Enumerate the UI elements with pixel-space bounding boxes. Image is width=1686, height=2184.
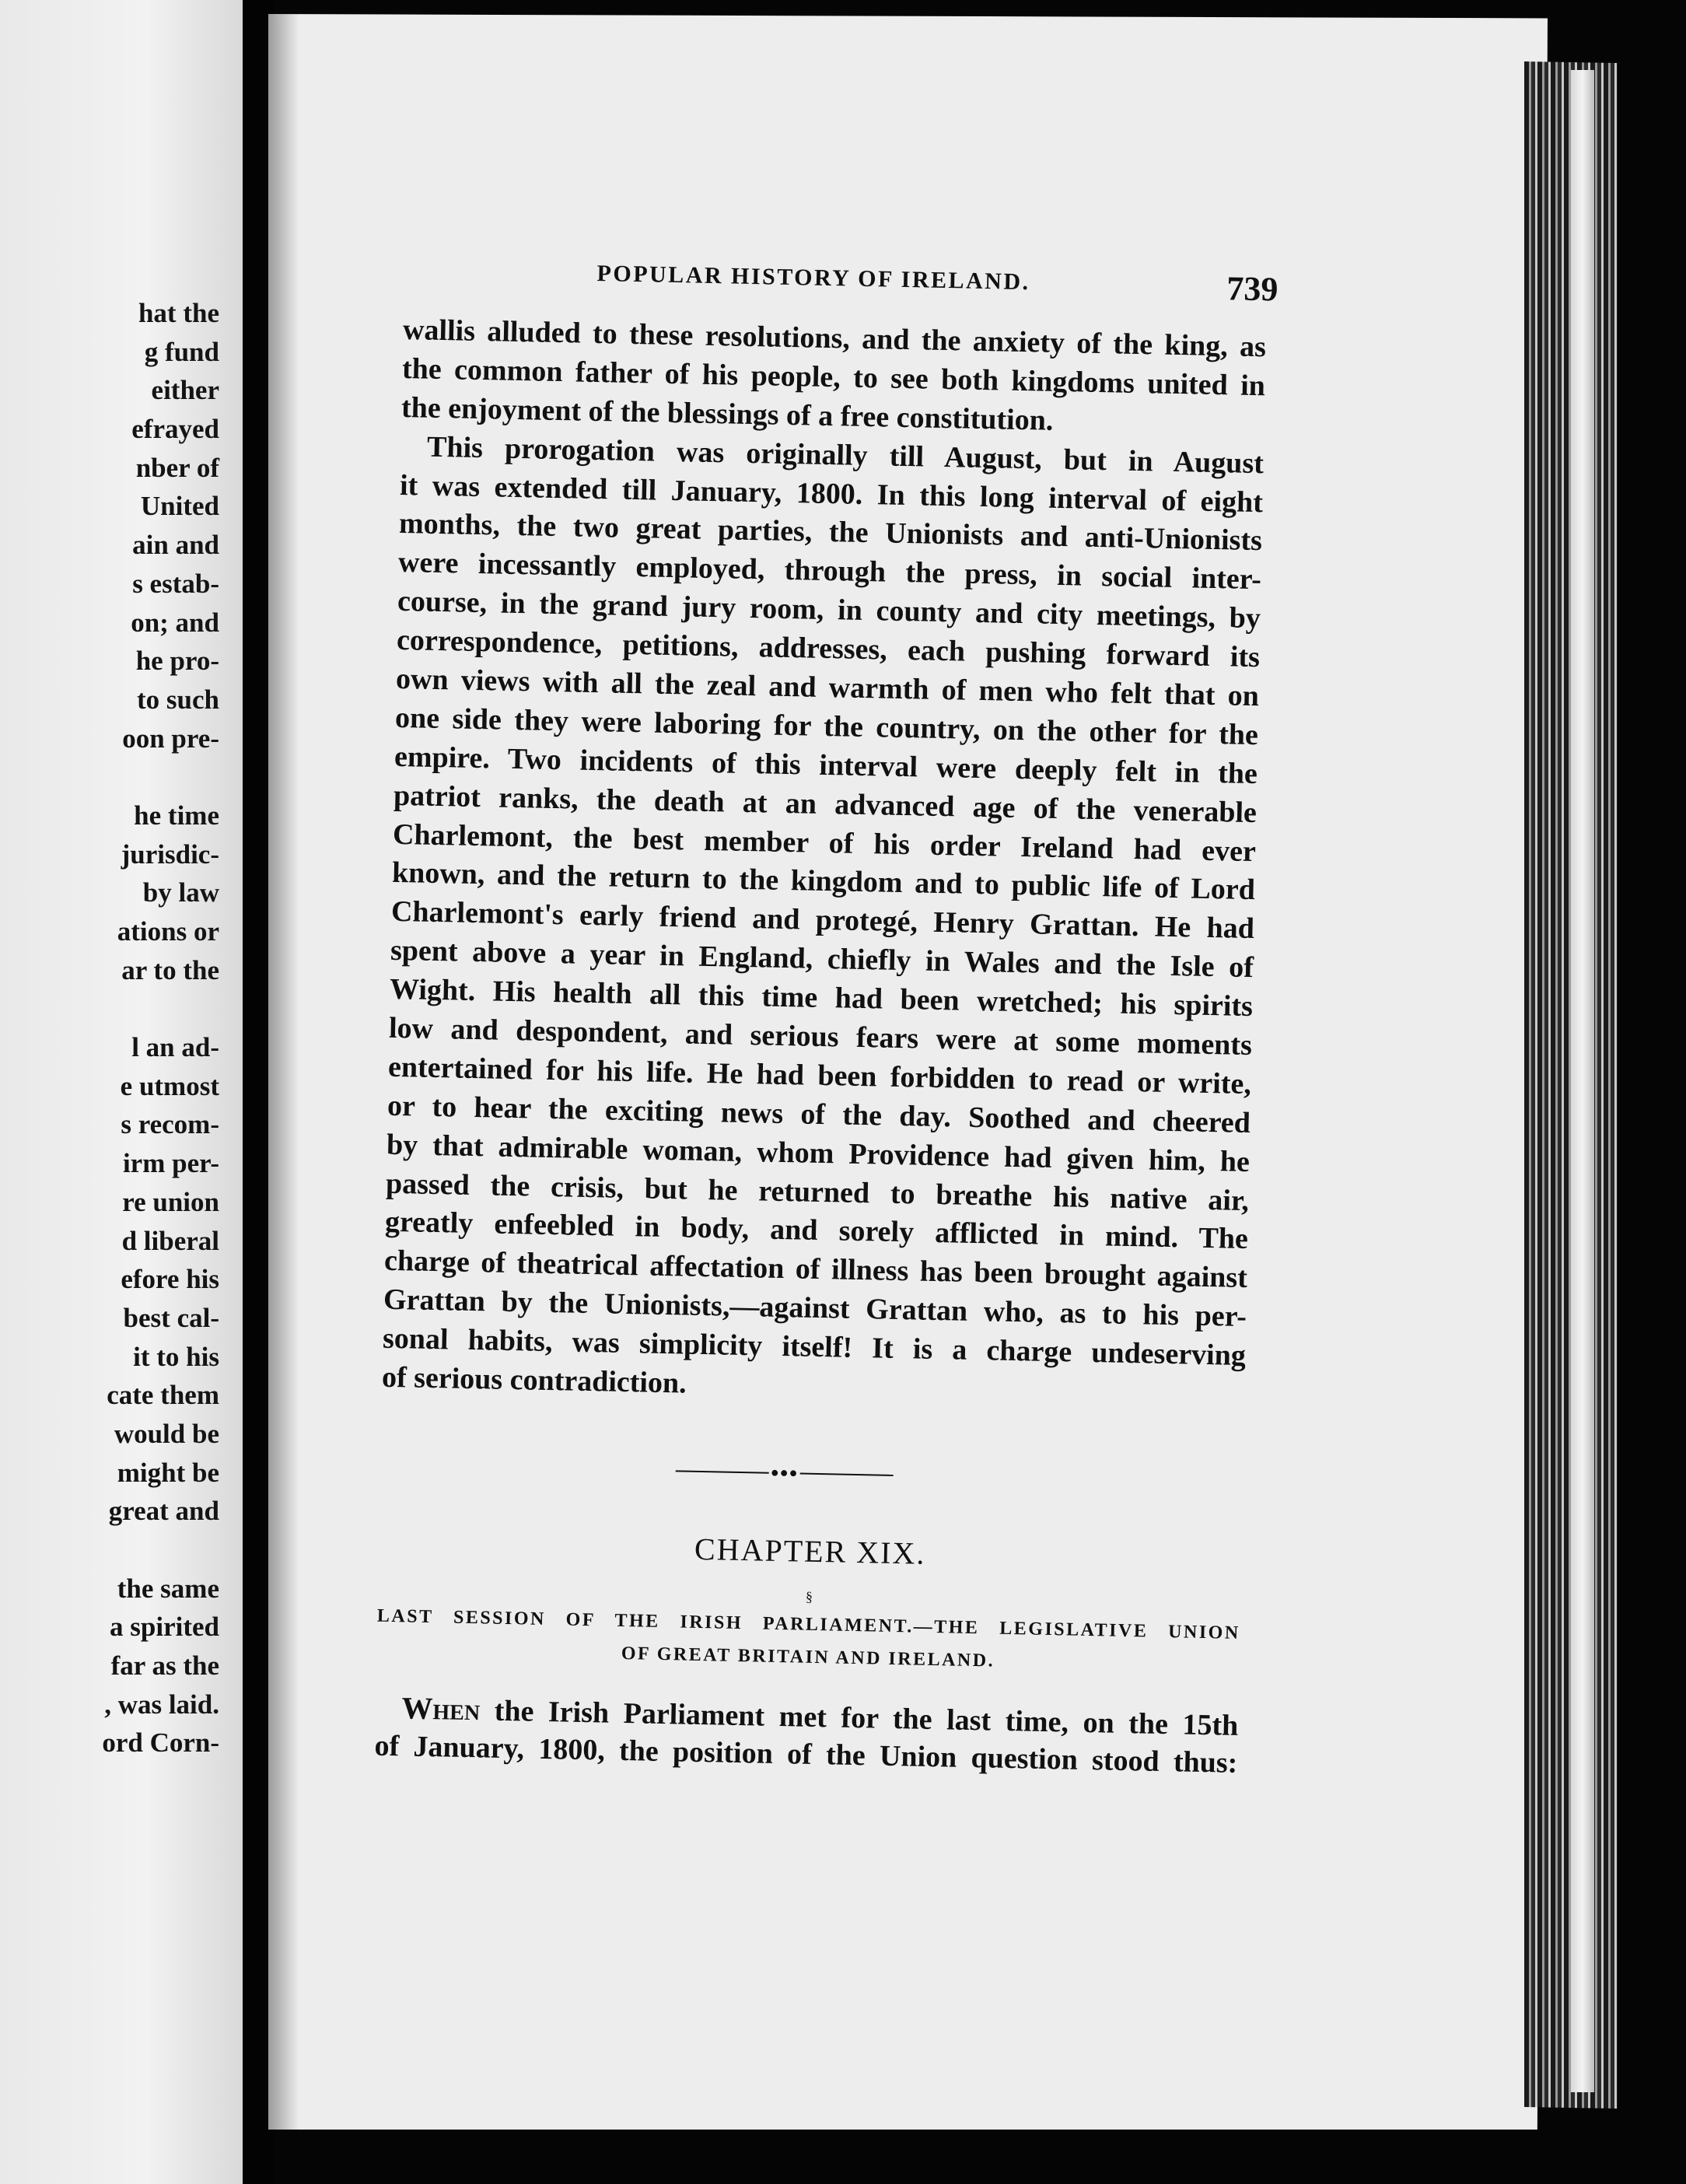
left-page-line: g fund <box>144 336 219 367</box>
body-text-line: greatly enfeebled in body, and sorely afflicted in mind. The <box>384 1206 1249 1256</box>
opening-line-1-rest: the Irish Parliament met for the last time, on the 15th <box>479 1694 1239 1742</box>
left-page-line: on; and <box>131 607 219 638</box>
left-page-text <box>0 294 219 1762</box>
book-page-edge-highlight <box>1571 70 1594 2092</box>
left-page-line: ord Corn- <box>102 1727 219 1759</box>
body-text-line: spent above a year in England, chiefly in Wales and the Isle of <box>390 934 1254 985</box>
left-page-line: , was laid. <box>104 1689 219 1720</box>
left-page-line: to such <box>137 684 219 715</box>
chapter-mark: § <box>805 1588 813 1605</box>
left-page-line: he time <box>134 800 219 831</box>
left-page-line: nber of <box>135 452 219 483</box>
body-text-line: Charlemont, the best member of his order Ireland had ever <box>392 817 1257 868</box>
body-text-line: low and despondent, and serious fears were at some moments <box>388 1011 1253 1062</box>
left-page-line: ain and <box>132 530 219 561</box>
page-number: 739 <box>1226 269 1278 309</box>
ornamental-rule <box>676 1464 894 1481</box>
body-text-line: This prorogation was originally till August, but in August <box>426 430 1264 480</box>
left-page-line: the same <box>117 1573 219 1604</box>
left-page-line: a spirited <box>110 1612 219 1643</box>
left-page-line <box>0 758 219 796</box>
left-page-line: far as the <box>110 1650 219 1682</box>
body-text-line: Grattan by the Unionists,—against Grattan who, as to his per- <box>383 1283 1247 1334</box>
left-page-line: ar to the <box>121 954 219 985</box>
chapter-opening-line-2: of January, 1800, the position of the Union question stood thus: <box>374 1729 1238 1780</box>
page-content <box>374 257 1278 1783</box>
body-text-line: it was extended till January, 1800. In this long interval of eight <box>399 468 1264 519</box>
left-page-line: hat the <box>138 298 219 328</box>
body-text-line: course, in the grand jury room, in county and city meetings, by <box>397 585 1261 635</box>
body-text-line: Charlemont's early friend and protegé, Henry Grattan. He had <box>390 895 1255 946</box>
body-text <box>382 311 1267 1415</box>
body-text-line: wallis alluded to these resolutions, and the anxiety of the king, as <box>402 313 1267 364</box>
chapter-subtitle-line-2: OF GREAT BRITAIN AND IRELAND. <box>621 1643 995 1671</box>
left-page-line: it to his <box>133 1341 219 1372</box>
left-page-line: United <box>140 491 219 522</box>
left-page-line: best cal- <box>123 1302 219 1333</box>
running-title: POPULAR HISTORY OF IRELAND. <box>596 260 1030 296</box>
body-text-line: own views with all the zeal and warmth of men who felt that on <box>395 662 1260 713</box>
chapter-subtitle-line-1: LAST SESSION OF THE IRISH PARLIAMENT.—THE LEGISLATIVE UNION <box>376 1605 1240 1643</box>
left-page-line: re union <box>122 1186 219 1217</box>
body-text-line: charge of theatrical affectation of illness has been brought against <box>383 1244 1248 1295</box>
left-page-line: either <box>151 375 219 406</box>
chapter-heading: CHAPTER XIX. <box>694 1531 926 1571</box>
left-page-line: e utmost <box>120 1070 219 1101</box>
body-text-line: sonal habits, was simplicity itself! It is a charge undeserving <box>382 1321 1247 1373</box>
left-page-line: he pro- <box>135 646 219 677</box>
left-page-line: d liberal <box>121 1225 219 1256</box>
body-text-line: months, the two great parties, the Unionists and anti-Unionists <box>398 507 1263 558</box>
left-page-line: cate them <box>107 1380 219 1411</box>
left-facing-page <box>0 0 243 2184</box>
body-text-line: known, and the return to the kingdom and to public life of Lord <box>391 856 1256 907</box>
left-page-line: s recom- <box>121 1109 219 1140</box>
body-text-line: the enjoyment of the blessings of a free constitution. <box>401 390 1054 437</box>
left-page-line: by law <box>142 877 219 908</box>
body-text-line: Wight. His health all this time had been wretched; his spirits <box>389 972 1254 1024</box>
left-page-line <box>0 989 219 1028</box>
left-page-line: ations or <box>117 916 219 947</box>
left-page-line: great and <box>108 1496 219 1527</box>
left-page-line: jurisdic- <box>121 838 219 870</box>
body-text-line: entertained for his life. He had been forbidden to read or write, <box>387 1050 1252 1101</box>
ornament-dots: ●●● <box>770 1464 799 1481</box>
body-text-line: passed the crisis, but he returned to breathe his native air, <box>385 1167 1250 1217</box>
opening-first-word: When <box>401 1690 481 1727</box>
body-text-line: by that admirable woman, whom Providence had given him, he <box>386 1128 1251 1178</box>
left-page-line: irm per- <box>122 1148 219 1179</box>
body-text-line: empire. Two incidents of this interval were deeply felt in the <box>394 740 1258 790</box>
left-page-line: would be <box>114 1418 219 1449</box>
left-page-line: might be <box>117 1457 219 1488</box>
body-text-line: correspondence, petitions, addresses, each pushing forward its <box>396 624 1261 674</box>
body-text-line: patriot ranks, the death at an advanced age of the venerable <box>393 779 1258 829</box>
section-break <box>380 1398 1245 1531</box>
ornament-rule-left <box>676 1470 769 1473</box>
body-text-line: one side they were laboring for the country, on the other for the <box>394 701 1259 752</box>
body-text-line: of serious contradiction. <box>381 1360 687 1400</box>
left-page-line: efrayed <box>131 414 219 445</box>
left-page-line: oon pre- <box>122 723 219 754</box>
body-text-line: the common father of his people, to see both kingdoms united in <box>401 352 1266 403</box>
body-text-line: or to hear the exciting news of the day. Soothed and cheered <box>387 1089 1251 1139</box>
page-edge-shadow <box>268 14 299 2130</box>
left-page-line: l an ad- <box>131 1032 219 1063</box>
left-page-line: s estab- <box>132 568 219 599</box>
ornament-rule-right <box>800 1472 894 1475</box>
left-page-line <box>0 1531 219 1570</box>
body-text-line: were incessantly employed, through the press, in social inter- <box>397 546 1262 597</box>
left-page-line: efore his <box>121 1264 219 1295</box>
